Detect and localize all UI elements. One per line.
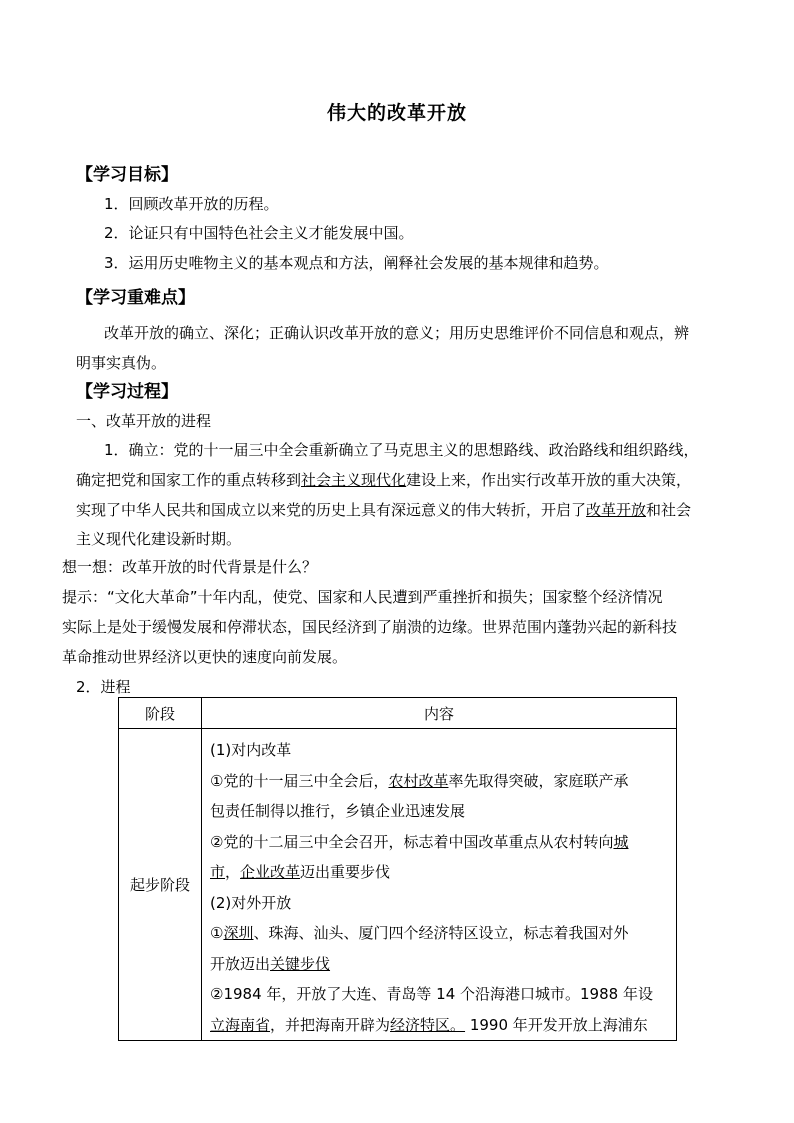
underlined-term: 立海南省 [210,1015,271,1034]
paragraph-line: 主义现代化建设新时期。 [76,530,242,548]
content-line [210,918,670,949]
text-span: 率先取得突破，家庭联产承 [448,771,629,790]
text-span: 确定把党和国家工作的重点转移到 [76,471,302,489]
underlined-term: 城 [613,832,629,851]
paragraph-line: 1．确立：党的十一届三中全会重新确立了马克思主义的思想路线、政治路线和组织路线， [104,441,699,459]
difficulties-heading: 【学习重难点】 [76,288,195,308]
table-row [119,729,677,1041]
goal-item: 1．回顾改革开放的历程。 [104,195,279,213]
underlined-term: 企业改革 [240,863,301,881]
text-span: 、珠海、汕头、厦门四个经济特区设立，标志着我国对外 [253,924,629,942]
text-span: 迈出重要步伐 [300,863,391,881]
text-span: 实现了中华人民共和国成立以来党的历史上具有深远意义的伟大转折，开启了 [76,501,587,519]
content-line: ②1984 年，开放了大连、青岛等 14 个沿海港口城市。1988 年设 [210,985,653,1003]
think-question: 想一想：改革开放的时代背景是什么？ [62,558,318,576]
section-heading: 2．进程 [76,678,131,696]
underlined-term: 经济特区。 [390,1015,466,1034]
underlined-term: 改革开放 [586,501,647,519]
section-heading: 一、改革开放的进程 [76,412,212,430]
text-span: ②党的十二届三中全会召开，标志着中国改革重点从农村转向 [210,832,614,851]
content-line [210,949,670,980]
column-header-content: 内容 [202,698,677,729]
difficulties-text-line: 改革开放的确立、深化；正确认识改革开放的意义；用历史思维评价不同信息和观点，辨 [104,324,690,342]
underlined-term: 农村改革 [388,771,449,790]
hint-line: 提示：“文化大革命”十年内乱，使党、国家和人民遭到严重挫折和损失；国家整个经济情况 [62,588,663,606]
hint-line: 实际上是处于缓慢发展和停滞状态，国民经济到了崩溃的边缘。世界范围内蓬勃兴起的新科技 [62,618,678,636]
content-line [210,766,670,797]
text-span: 建设上来，作出实行改革开放的重大决策， [406,471,692,489]
text-span: ， [225,863,241,881]
underlined-term: 社会主义现代化 [301,471,407,489]
text-span: 1990 年开发开放上海浦东 [465,1015,648,1034]
content-line [210,1010,670,1041]
goal-item: 2．论证只有中国特色社会主义才能发展中国。 [104,224,414,242]
underlined-term: 市 [210,863,226,881]
table-header-row [119,698,677,729]
text-span: 开放迈出 [210,954,271,973]
process-table [118,697,677,1041]
difficulties-text-line: 明事实真伪。 [76,354,167,372]
text-span: 和社会 [646,501,692,519]
content-line: (2)对外开放 [210,893,292,912]
stage-cell: 起步阶段 [119,729,202,1041]
goal-item: 3．运用历史唯物主义的基本观点和方法，阐释社会发展的基本规律和趋势。 [104,254,609,272]
paragraph-line [76,469,691,490]
text-span: ，并把海南开辟为 [270,1015,391,1034]
content-cell [202,729,677,1041]
hint-line: 革命推动世界经济以更快的速度向前发展。 [62,648,348,666]
content-line [210,827,670,858]
process-heading: 【学习过程】 [76,382,178,402]
underlined-term: 关键步伐 [270,954,331,973]
underlined-term: 深圳 [223,924,254,942]
content-line: 包责任制得以推行，乡镇企业迅速发展 [210,802,466,820]
goals-heading: 【学习目标】 [76,165,178,185]
text-span: ① [210,924,224,942]
text-span: ①党的十一届三中全会后， [210,771,389,790]
paragraph-line [76,499,691,520]
content-line: (1)对内改革 [210,741,292,759]
column-header-stage: 阶段 [119,698,202,729]
content-line [210,857,670,888]
page-title: 伟大的改革开放 [326,102,467,124]
